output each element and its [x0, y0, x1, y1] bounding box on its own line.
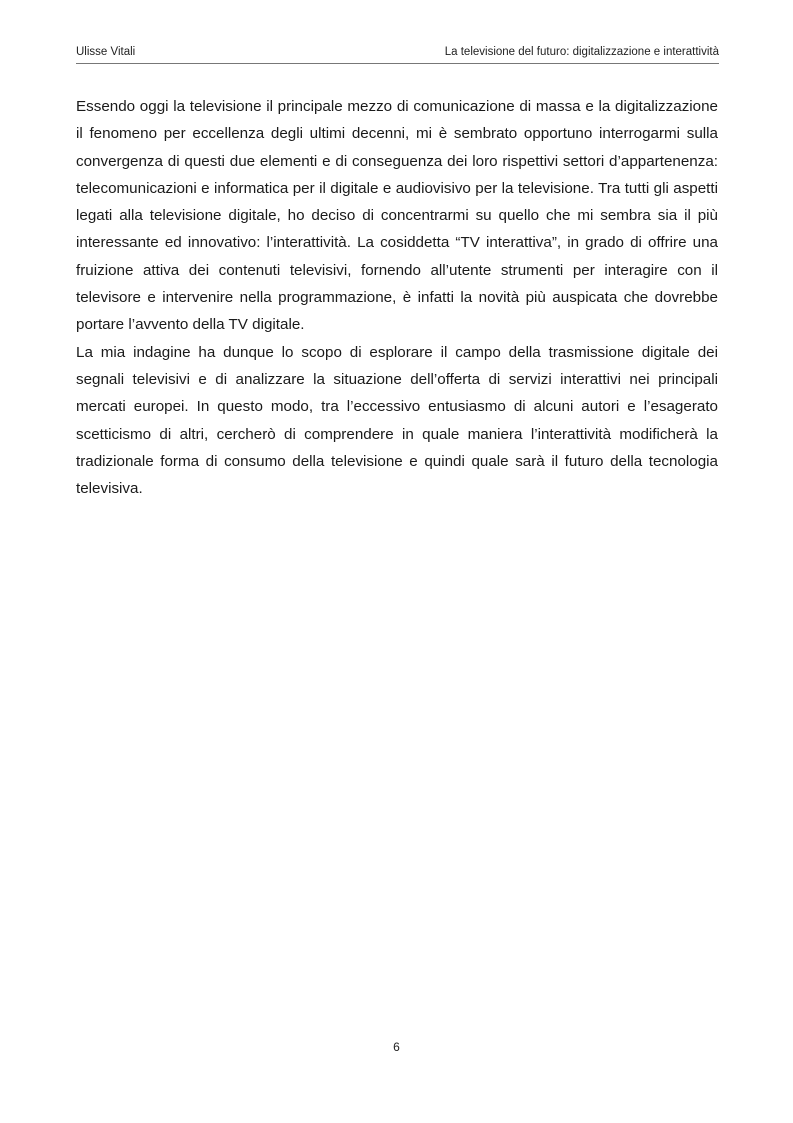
- page-number: 6: [393, 1040, 400, 1054]
- body-text: [76, 93, 718, 502]
- header-title: La televisione del futuro: digitalizzazione e interattività: [444, 46, 719, 58]
- header-rule: [76, 63, 719, 64]
- paragraph: Essendo oggi la televisione il principale mezzo di comunicazione di massa e la digitalizzazione il fenomeno per eccellenza degli ultimi decenni, mi è sembrato opportuno interrogarmi sulla convergenza di questi due elementi e di conseguenza dei loro rispettivi settori d’appartenenza: telecomunicazioni e informatica per il digitale e audiovisivo per la televisione. Tra tutti gli aspetti legati alla televisione digitale, ho deciso di concentrarmi su quello che mi sembra sia il più interessante ed innovativo: l’interattività. La cosiddetta “TV interattiva”, in grado di offrire una fruizione attiva dei contenuti televisivi, fornendo all’utente strumenti per interagire con il televisore e intervenire nella programmazione, è infatti la novità più auspicata che dovrebbe portare l’avvento della TV digitale.: [76, 98, 718, 334]
- header-author: Ulisse Vitali: [76, 46, 136, 58]
- running-header: [76, 44, 719, 64]
- paragraph: La mia indagine ha dunque lo scopo di esplorare il campo della trasmissione digitale dei segnali televisivi e di analizzare la situazione dell’offerta di servizi interattivi nei principali mercati europei. In questo modo, tra l’eccessivo entusiasmo di alcuni autori e l’esagerato scetticismo di altri, cercherò di comprendere in quale maniera l’interattività modificherà la tradizionale forma di consumo della televisione e quindi quale sarà il futuro della tecnologia televisiva.: [76, 343, 718, 498]
